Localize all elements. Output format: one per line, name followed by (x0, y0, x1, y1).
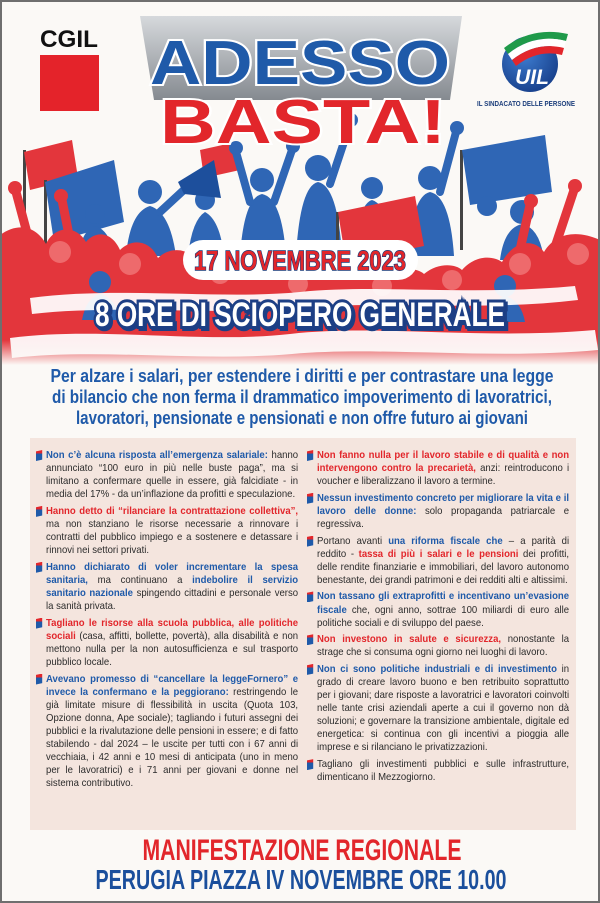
item-heading: Non fanno nulla per il lavoro stabile e di qualità e non intervengono contro la precarietà, (317, 449, 570, 475)
item-text: Tagliano gli investimenti pubblici e sulle infrastrutture, dimenticano il Mezzogiorno. (317, 758, 570, 784)
uil-logo-text: UIL (515, 66, 549, 89)
list-item (36, 449, 298, 501)
list-item (307, 449, 569, 488)
strike-title: 8 ORE DI SCIOPERO GENERALE (95, 296, 505, 334)
date-badge (183, 240, 418, 280)
intro-paragraph (0, 364, 600, 434)
item-text: – a parità di reddito - (317, 534, 570, 560)
list-item (36, 561, 298, 613)
item-text: ma non stanziano le risorse necessarie a rinnovare i contratti del pubblico impiego e a sostenere e detassare i rinnovi nei settori privati. (46, 517, 299, 557)
item-heading: Avevano promesso di “cancellare la leggeFornero” e invece la confermano e la peggiorano: (46, 672, 299, 698)
left-column (36, 449, 298, 794)
bullet-marker (36, 562, 42, 573)
bullet-marker (307, 591, 313, 602)
event-title: MANIFESTAZIONE REGIONALE (142, 834, 462, 867)
list-item (36, 617, 298, 669)
bullet-marker (307, 493, 313, 504)
intro-line: di bilancio che non ferma il drammatico impoverimento di lavoratrici, (52, 387, 552, 407)
item-heading: Hanno dichiarato di voler incrementare la spesa sanitaria, (46, 560, 299, 586)
blue-flag (460, 135, 552, 250)
item-heading: Tagliano le risorse alla scuola pubblica, alle politiche sociali (46, 616, 299, 642)
item-heading: Non c’è alcuna risposta all’emergenza salariale: (46, 449, 268, 461)
bullet-marker (307, 664, 313, 675)
item-text: in grado di creare lavoro buono e ben retribuito soprattutto per i giovani; dare risposte a lavoratrici e lavoratori coinvolti nelle tante crisi aziendali aperte a cui il governo non dà soluzioni; e governare la transizione ambientale, digitale ed energetica: si continua con gli incentivi a pioggia alle imprese e si rilanciano le privatizzazioni. (317, 662, 570, 754)
list-item (307, 492, 569, 531)
item-highlight: tassa di più i salari e le pensioni (358, 547, 519, 560)
strike-date: 17 NOVEMBRE 2023 (194, 245, 406, 276)
list-item (307, 535, 569, 587)
item-heading: Non investono in salute e sicurezza, (317, 633, 502, 646)
bullet-marker (307, 450, 313, 461)
item-text: (casa, affitti, bollette, povertà), alla disabilità e non mettono nulla per la non autosufficienza e sul trasporto pubblico locale. (46, 629, 299, 668)
item-text: Portano avanti (317, 534, 389, 547)
megaphone-icon (178, 160, 221, 198)
item-text: nonostante la strage che si consuma ogni giorno nei luoghi di lavoro. (317, 633, 570, 659)
bullet-marker (307, 634, 313, 645)
list-item (36, 505, 298, 557)
uil-tagline: IL SINDACATO DELLE PERSONE (477, 99, 576, 108)
item-text: che, ogni anno, sottrae 100 miliardi di euro alle politiche sociali e di sviluppo del paese. (317, 603, 570, 629)
item-text: dei profitti, delle rendite finanziarie e immobiliari, del lavoro autonomo benestante, dei grandi patrimoni e dei redditi alti e altissimi. (317, 547, 570, 586)
item-text: restringendo le già limitate misure di flessibilità in uscita (Quota 103, Opzione donna, Ape sociale); tagliando i futuri assegni dei pubblici e la rivalutazione delle pensioni in essere; e di fatto stabilendo - dal 2024 – le uscite per tutti con i 67 anni di vecchiaia, i 42 anni e 10 mesi di anticipata (uno in meno per le lavoratrici) e i 71 anni per giovani e donne nel sistema contributivo. (46, 685, 299, 790)
item-text: solo propaganda patriarcale e regressiva. (317, 504, 570, 530)
hero-illustration (0, 0, 600, 365)
item-text: ma continuano a (87, 573, 193, 586)
intro-line: Per alzare i salari, per estendere i diritti e per contrastare una legge (50, 366, 554, 386)
event-details: PERUGIA PIAZZA IV NOVEMBRE ORE 10.00 (95, 864, 507, 895)
right-column (307, 449, 569, 788)
headline-line1: ADESSO (150, 29, 450, 98)
item-heading: Non ci sono politiche industriali e di investimento (317, 662, 557, 675)
item-text: spingendo cittadini e personale verso la sanità privata. (46, 586, 299, 613)
bullet-marker (36, 618, 42, 629)
cgil-logo-text: CGIL (40, 26, 98, 53)
list-item (307, 590, 569, 629)
item-heading: Nessun investimento concreto per migliorare la vita e il lavoro delle donne: (317, 491, 570, 517)
item-heading: Non tassano gli extraprofitti e incentivano un’evasione fiscale (317, 590, 570, 616)
headline-line2: BASTA! (160, 88, 446, 157)
item-text: hanno annunciato “100 euro in più nelle buste paga”, ma si limitano a confermare quelle in essere, già falcidiate - in media del 17% - da un’inflazione da profitti e speculazione. (46, 449, 299, 501)
bullet-marker (36, 450, 42, 461)
event-footer (0, 830, 600, 898)
item-text: anzi: reintroducono i voucher e liberalizzano il lavoro a termine. (317, 462, 570, 488)
bullet-marker (36, 674, 42, 685)
list-item (307, 633, 569, 659)
list-item (36, 673, 298, 791)
bullet-marker (307, 759, 313, 770)
bullet-marker (36, 506, 42, 517)
bullet-marker (307, 536, 313, 547)
list-item (307, 758, 569, 784)
item-highlight: una riforma fiscale che (388, 534, 503, 547)
list-item (307, 663, 569, 755)
intro-line: lavoratori, pensionate e pensionati e non offre futuro ai giovani (76, 408, 528, 428)
item-heading: Hanno detto di “rilanciare la contrattazione collettiva”, (46, 504, 299, 517)
item-highlight: indebolire il servizio sanitario nazionale (46, 573, 299, 599)
